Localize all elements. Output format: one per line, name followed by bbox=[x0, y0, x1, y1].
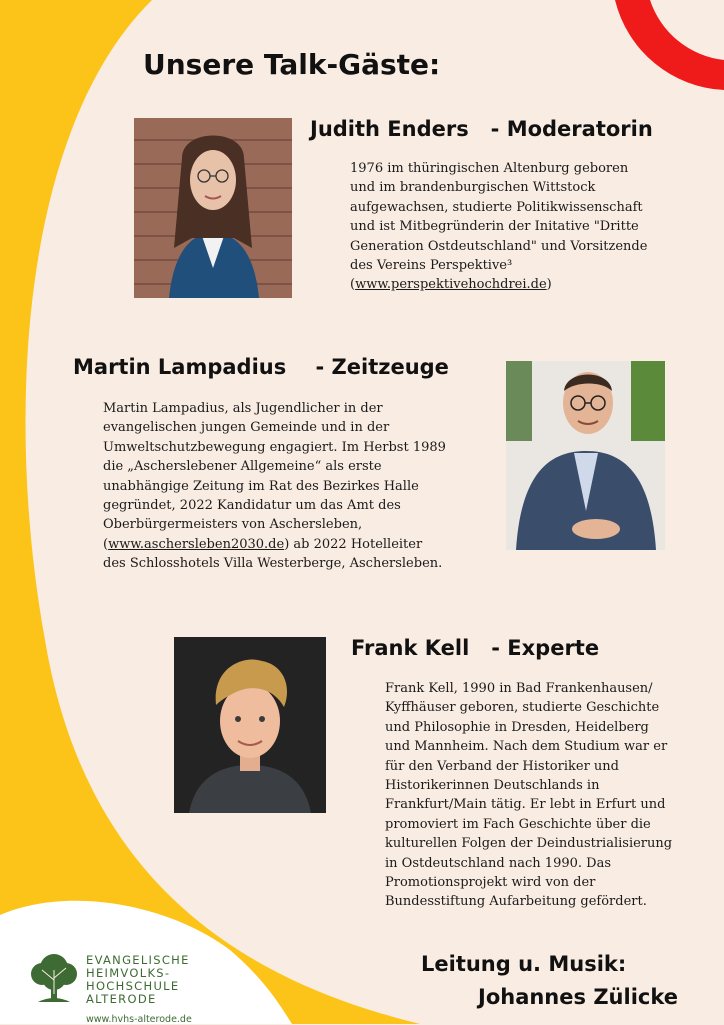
bio-line: Frank Kell, 1990 in Bad Frankenhausen/ bbox=[385, 681, 653, 696]
guest-2-role: - Zeitzeuge bbox=[315, 355, 449, 379]
bio-line: Historikerinnen Deutschlands in bbox=[385, 778, 600, 794]
bio-line: 1976 im thüringischen Altenburg geboren bbox=[350, 161, 629, 176]
guest-3-bio bbox=[385, 679, 672, 912]
bio-line: des Vereins Perspektive³ bbox=[350, 258, 513, 274]
bio-line: Promotionsprojekt wird von der bbox=[385, 875, 596, 891]
bio-link-line: (www.perspektivehochdrei.de) bbox=[350, 277, 552, 293]
guest-1-name: Judith Enders bbox=[310, 117, 469, 141]
logo-wordmark: EVANGELISCHE HEIMVOLKS- HOCHSCHULE ALTERODE bbox=[86, 953, 190, 1006]
bio-line: des Schlosshotels Villa Westerberge, Aschersleben. bbox=[103, 556, 443, 572]
bio-line: und im brandenburgischen Wittstock bbox=[350, 180, 596, 196]
bio-line: für den Verband der Historiker und bbox=[385, 758, 619, 774]
bio-line: evangelischen jungen Gemeinde und in der bbox=[103, 420, 390, 436]
bio-line: kulturellen Folgen der Deindustrialisierung bbox=[385, 836, 673, 852]
bio-line: Oberbürgermeisters von Aschersleben, bbox=[103, 517, 363, 533]
bio-line: Umweltschutzbewegung engagiert. Im Herbst 1989 bbox=[103, 439, 446, 455]
website-link[interactable]: www.hvhs-alterode.de bbox=[86, 1014, 192, 1025]
photo-frank-kell bbox=[174, 637, 326, 813]
bio-line: gegründet, 2022 Kandidatur um das Amt des bbox=[103, 498, 401, 514]
guest-1-heading bbox=[310, 117, 653, 141]
guest-3-heading bbox=[351, 636, 599, 660]
bio-line: in Ostdeutschland nach 1990. Das bbox=[385, 855, 611, 871]
bio-line: promoviert im Fach Geschichte über die bbox=[385, 816, 651, 832]
bio-line: Kyffhäuser geboren, studierte Geschichte bbox=[385, 700, 660, 716]
guest-2-heading bbox=[73, 355, 449, 379]
page-title: Unsere Talk-Gäste: bbox=[143, 48, 441, 81]
bio-line: die „Ascherslebener Allgemeine“ als erste bbox=[103, 459, 382, 475]
aschersleben-link[interactable]: www.aschersleben2030.de bbox=[108, 536, 285, 552]
leitung-name: Johannes Zülicke bbox=[478, 985, 678, 1009]
photo-martin-lampadius bbox=[506, 361, 665, 550]
guest-1-role: - Moderatorin bbox=[490, 117, 653, 141]
bio-line: aufgewachsen, studierte Politikwissenschaft bbox=[350, 199, 643, 215]
perspektive-link[interactable]: www.perspektivehochdrei.de bbox=[355, 277, 547, 293]
guest-2-name: Martin Lampadius bbox=[73, 355, 287, 379]
bio-line: Frankfurt/Main tätig. Er lebt in Erfurt und bbox=[385, 797, 666, 813]
photo-judith-enders bbox=[134, 118, 292, 298]
bio-line: und Philosophie in Dresden, Heidelberg bbox=[385, 719, 649, 735]
bio-line: unabhängige Zeitung im Rat des Bezirkes Halle bbox=[103, 478, 419, 494]
bio-line: Bundesstiftung Aufarbeitung gefördert. bbox=[385, 894, 647, 910]
bio-link-line: (www.aschersleben2030.de) ab 2022 Hotelleiter bbox=[103, 536, 423, 552]
bio-line: und ist Mitbegründerin der Initative "Dritte bbox=[350, 219, 639, 235]
guest-3-name: Frank Kell bbox=[351, 636, 470, 660]
guest-1-bio bbox=[350, 159, 647, 295]
guest-2-bio bbox=[103, 399, 446, 574]
guest-3-role: - Experte bbox=[491, 636, 600, 660]
bio-line: Generation Ostdeutschland" und Vorsitzende bbox=[350, 238, 648, 254]
leitung-label: Leitung u. Musik: bbox=[421, 952, 627, 976]
bio-line: und Mannheim. Nach dem Studium war er bbox=[385, 739, 668, 755]
bio-line: Martin Lampadius, als Jugendlicher in der bbox=[103, 401, 383, 416]
tree-logo-icon bbox=[28, 950, 80, 1006]
